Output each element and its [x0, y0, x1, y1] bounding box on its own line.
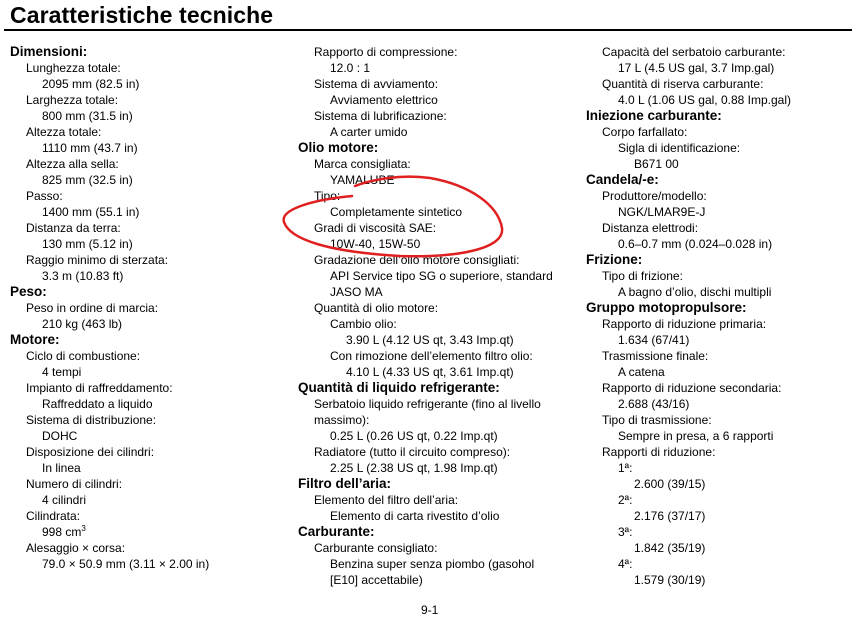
spec-sublabel: Con rimozione dell’elemento filtro olio: [330, 349, 533, 363]
section-heading-candela: Candela/-e: [586, 172, 659, 187]
spec-value: NGK/LMAR9E-J [618, 205, 706, 219]
spec-label: Disposizione dei cilindri: [26, 445, 155, 459]
spec-label: Raggio minimo di sterzata: [26, 253, 169, 267]
spec-value: 79.0 × 50.9 mm (3.11 × 2.00 in) [42, 557, 210, 571]
spec-value: 1110 mm (43.7 in) [42, 141, 138, 155]
gear-label: 1ª: [618, 461, 633, 475]
spec-label: Tipo: [314, 189, 341, 203]
section-heading-refrigerante: Quantità di liquido refrigerante: [298, 380, 500, 395]
spec-value-cilindrata [10, 524, 280, 540]
spec-label: Rapporto di compressione: [314, 45, 458, 59]
section-heading-carburante: Carburante: [298, 524, 375, 539]
spec-label: Ciclo di combustione: [26, 349, 141, 363]
spec-label: Sistema di distribuzione: [26, 413, 157, 427]
spec-value: 825 mm (32.5 in) [42, 173, 133, 187]
section-heading-iniezione: Iniezione carburante: [586, 108, 722, 123]
spec-label: Distanza elettrodi: [602, 221, 699, 235]
gear-value: 2.600 (39/15) [634, 477, 706, 491]
spec-value: 1400 mm (55.1 in) [42, 205, 140, 219]
gear-value: 1.842 (35/19) [634, 541, 706, 555]
spec-label: Altezza totale: [26, 125, 102, 139]
spec-value: 3.3 m (10.83 ft) [42, 269, 124, 283]
spec-label: Elemento del filtro dell’aria: [314, 493, 459, 507]
spec-sublabel: Sigla di identificazione: [618, 141, 741, 155]
spec-label: Rapporto di riduzione secondaria: [602, 381, 782, 395]
spec-label: Quantità di olio motore: [314, 301, 439, 315]
spec-label: Gradi di viscosità SAE: [314, 221, 437, 235]
gear-label: 3ª: [618, 525, 633, 539]
spec-value: 4.10 L (4.33 US qt, 3.61 Imp.qt) [346, 365, 514, 379]
page-title: Caratteristiche tecniche [10, 2, 274, 28]
spec-label: Sistema di avviamento: [314, 77, 439, 91]
cubic-superscript: 3 [81, 524, 86, 533]
spec-value: 2.688 (43/16) [618, 397, 690, 411]
spec-label: Impianto di raffreddamento: [26, 381, 173, 395]
spec-value: 12.0 : 1 [330, 61, 371, 75]
section-heading-frizione: Frizione: [586, 252, 643, 267]
spec-value: 2.25 L (2.38 US qt, 1.98 Imp.qt) [330, 461, 498, 475]
spec-label: Passo: [26, 189, 63, 203]
spec-label: Quantità di riserva carburante: [602, 77, 764, 91]
spec-value: 0.6–0.7 mm (0.024–0.028 in) [618, 237, 773, 251]
cilindrata-number: 998 cm [42, 525, 82, 539]
spec-sublabel: Cambio olio: [330, 317, 397, 331]
spec-value: 10W-40, 15W-50 [330, 237, 421, 251]
spec-label: Trasmissione finale: [602, 349, 709, 363]
spec-label: Tipo di frizione: [602, 269, 683, 283]
spec-label: Produttore/modello: [602, 189, 707, 203]
spec-label: Larghezza totale: [26, 93, 119, 107]
spec-label: Marca consigliata: [314, 157, 411, 171]
spec-value: 3.90 L (4.12 US qt, 3.43 Imp.qt) [346, 333, 514, 347]
spec-value: Sempre in presa, a 6 rapporti [618, 429, 774, 443]
spec-label: Sistema di lubrificazione: [314, 109, 447, 123]
spec-label: Alesaggio × corsa: [26, 541, 126, 555]
spec-value: Raffreddato a liquido [42, 397, 153, 411]
spec-value: JASO MA [330, 285, 383, 299]
spec-value: Elemento di carta rivestito d’olio [330, 509, 500, 523]
gear-value: 1.579 (30/19) [634, 573, 706, 587]
spec-value: Avviamento elettrico [330, 93, 438, 107]
gear-label: 2ª: [618, 493, 633, 507]
gear-value: 2.176 (37/17) [634, 509, 706, 523]
spec-value: API Service tipo SG o superiore, standard [330, 269, 553, 283]
spec-label: Altezza alla sella: [26, 157, 119, 171]
spec-value: 130 mm (5.12 in) [42, 237, 133, 251]
spec-value: 1.634 (67/41) [618, 333, 690, 347]
section-heading-motore: Motore: [10, 332, 60, 347]
spec-value: 800 mm (31.5 in) [42, 109, 133, 123]
spec-value: 17 L (4.5 US gal, 3.7 Imp.gal) [618, 61, 775, 75]
title-underline [4, 29, 852, 31]
section-heading-gruppo-motopropulsore: Gruppo motopropulsore: [586, 300, 747, 315]
spec-value: Benzina super senza piombo (gasohol [330, 557, 535, 571]
spec-value: A catena [618, 365, 665, 379]
spec-value: DOHC [42, 429, 78, 443]
section-heading-peso: Peso: [10, 284, 47, 299]
spec-value: A carter umido [330, 125, 408, 139]
page-number: 9-1 [421, 603, 439, 617]
spec-label: Carburante consigliato: [314, 541, 438, 555]
spec-value: 4 cilindri [42, 493, 87, 507]
column-3 [586, 44, 858, 588]
spec-value: [E10] accettabile) [330, 573, 423, 587]
column-2 [298, 44, 583, 588]
spec-value: 2095 mm (82.5 in) [42, 77, 140, 91]
spec-value: 210 kg (463 lb) [42, 317, 123, 331]
spec-value: A bagno d’olio, dischi multipli [618, 285, 772, 299]
spec-label: Distanza da terra: [26, 221, 121, 235]
spec-label: Rapporti di riduzione: [602, 445, 716, 459]
gear-label: 4ª: [618, 557, 633, 571]
spec-value: B671 00 [634, 157, 679, 171]
spec-label: Cilindrata: [26, 509, 81, 523]
section-heading-dimensioni: Dimensioni: [10, 44, 88, 59]
spec-label: Corpo farfallato: [602, 125, 688, 139]
spec-value: 4 tempi [42, 365, 82, 379]
spec-label: Gradazione dell’olio motore consigliati: [314, 253, 520, 267]
spec-value: 0.25 L (0.26 US qt, 0.22 Imp.qt) [330, 429, 498, 443]
spec-value: Completamente sintetico [330, 205, 463, 219]
spec-label: Radiatore (tutto il circuito compreso): [314, 445, 511, 459]
spec-value: In linea [42, 461, 81, 475]
column-1 [10, 44, 280, 572]
section-heading-olio-motore: Olio motore: [298, 140, 379, 155]
spec-label: Rapporto di riduzione primaria: [602, 317, 767, 331]
spec-label: Lunghezza totale: [26, 61, 121, 75]
spec-label: Peso in ordine di marcia: [26, 301, 159, 315]
section-heading-filtro-aria: Filtro dell’aria: [298, 476, 392, 491]
spec-label: Capacità del serbatoio carburante: [602, 45, 786, 59]
spec-label: Tipo di trasmissione: [602, 413, 712, 427]
spec-value: YAMALUBE [330, 173, 395, 187]
spec-label: Serbatoio liquido refrigerante (fino al livello massimo): [314, 397, 541, 427]
spec-label: Numero di cilindri: [26, 477, 123, 491]
spec-value: 4.0 L (1.06 US gal, 0.88 Imp.gal) [618, 93, 791, 107]
